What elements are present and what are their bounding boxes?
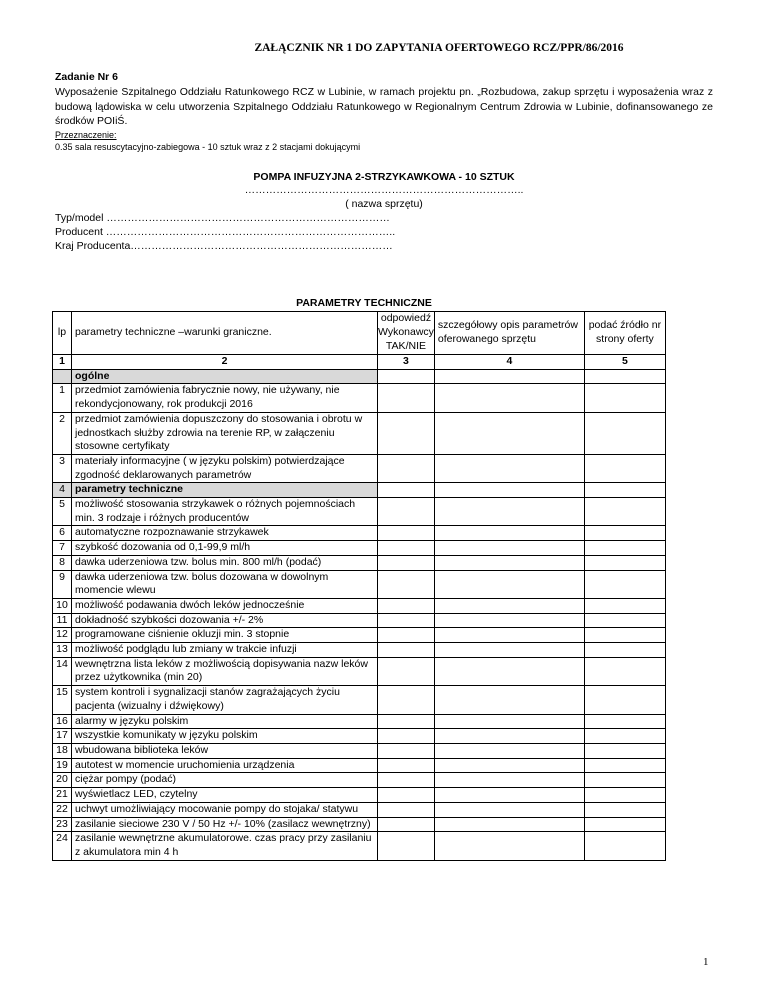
row-source-cell[interactable] — [584, 729, 665, 744]
row-source-cell[interactable] — [584, 643, 665, 658]
row-source-cell[interactable] — [584, 570, 665, 598]
row-source-cell[interactable] — [584, 412, 665, 454]
colnum-5: 5 — [584, 355, 665, 370]
row-parameter: możliwość podawania dwóch leków jednocześnie — [72, 598, 378, 613]
row-answer-cell[interactable] — [378, 628, 435, 643]
header-description: szczegółowy opis parametrów oferowanego sprzętu — [434, 312, 584, 355]
row-source-cell[interactable] — [584, 788, 665, 803]
row-answer-cell[interactable] — [378, 773, 435, 788]
row-lp: 24 — [53, 832, 72, 860]
row-parameter: przedmiot zamówienia dopuszczony do stosowania i obrotu w jednostkach służby zdrowia na terenie RP, w załączeniu stosowne certyfikaty — [72, 412, 378, 454]
row-parameter: szybkość dozowania od 0,1-99,9 ml/h — [72, 541, 378, 556]
row-parameter: alarmy w języku polskim — [72, 714, 378, 729]
row-answer-cell[interactable] — [378, 412, 435, 454]
row-lp: 9 — [53, 570, 72, 598]
row-answer-cell[interactable] — [378, 714, 435, 729]
table-row — [53, 714, 666, 729]
row-lp: 10 — [53, 598, 72, 613]
row-source-cell[interactable] — [584, 743, 665, 758]
row-parameter: zasilanie sieciowe 230 V / 50 Hz +/- 10% (zasilacz wewnętrzny) — [72, 817, 378, 832]
row-answer-cell[interactable] — [378, 384, 435, 412]
intro-paragraph: Wyposażenie Szpitalnego Oddziału Ratunkowego RCZ w Lubinie, w ramach projektu pn. „Rozbudowa, zakup sprzętu i wyposażenia wraz z budową lądowiska w celu utworzenia Szpitalnego Oddziału Ratunkowego w Regionalnym Centrum Zdrowia w Lubinie, dofinansowanego ze środków POIiŚ. — [55, 86, 713, 127]
row-source-cell[interactable] — [584, 526, 665, 541]
row-lp: 22 — [53, 802, 72, 817]
row-source-cell[interactable] — [584, 454, 665, 482]
table-row — [53, 454, 666, 482]
row-source-cell[interactable] — [584, 657, 665, 685]
row-parameter: autotest w momencie uruchomienia urządzenia — [72, 758, 378, 773]
row-description-cell[interactable] — [434, 526, 584, 541]
table-row — [53, 743, 666, 758]
row-description-cell[interactable] — [434, 788, 584, 803]
row-parameter: dawka uderzeniowa tzw. bolus dozowana w dowolnym momencie wlewu — [72, 570, 378, 598]
table-row — [53, 686, 666, 714]
params-title: PARAMETRY TECHNICZNE — [296, 297, 432, 309]
row-description-cell[interactable] — [434, 570, 584, 598]
row-lp: 2 — [53, 412, 72, 454]
row-answer-cell[interactable] — [378, 369, 435, 384]
row-source-cell[interactable] — [584, 628, 665, 643]
table-row — [53, 412, 666, 454]
row-lp: 13 — [53, 643, 72, 658]
row-parameter: wewnętrzna lista leków z możliwością dopisywania nazw leków przez użytkownika (min 20) — [72, 657, 378, 685]
table-row — [53, 788, 666, 803]
table-row — [53, 384, 666, 412]
row-parameter: automatyczne rozpoznawanie strzykawek — [72, 526, 378, 541]
row-answer-cell[interactable] — [378, 817, 435, 832]
row-answer-cell[interactable] — [378, 570, 435, 598]
row-answer-cell[interactable] — [378, 686, 435, 714]
row-source-cell[interactable] — [584, 773, 665, 788]
row-description-cell[interactable] — [434, 541, 584, 556]
table-row — [53, 369, 666, 384]
table-row — [53, 832, 666, 860]
row-description-cell[interactable] — [434, 598, 584, 613]
row-description-cell[interactable] — [434, 773, 584, 788]
colnum-2: 2 — [72, 355, 378, 370]
row-description-cell[interactable] — [434, 802, 584, 817]
row-parameter: przedmiot zamówienia fabrycznie nowy, nie używany, nie rekondycjonowany, rok produkcji 2016 — [72, 384, 378, 412]
header-answer: odpowiedź Wykonawcy TAK/NIE — [378, 312, 435, 355]
row-source-cell[interactable] — [584, 483, 665, 498]
row-answer-cell[interactable] — [378, 541, 435, 556]
row-lp: 12 — [53, 628, 72, 643]
page-number: 1 — [703, 956, 709, 968]
row-parameter: wszystkie komunikaty w języku polskim — [72, 729, 378, 744]
table-row — [53, 555, 666, 570]
row-description-cell[interactable] — [434, 743, 584, 758]
row-description-cell[interactable] — [434, 817, 584, 832]
table-row — [53, 758, 666, 773]
field-country: Kraj Producenta………………………………………………………………… — [55, 240, 393, 252]
table-row — [53, 729, 666, 744]
row-answer-cell[interactable] — [378, 643, 435, 658]
colnum-4: 4 — [434, 355, 584, 370]
table-row — [53, 526, 666, 541]
row-parameter: wyświetlacz LED, czytelny — [72, 788, 378, 803]
table-header-row — [53, 312, 666, 355]
row-description-cell[interactable] — [434, 714, 584, 729]
row-description-cell[interactable] — [434, 454, 584, 482]
row-source-cell[interactable] — [584, 555, 665, 570]
row-answer-cell[interactable] — [378, 743, 435, 758]
row-parameter: parametry techniczne — [72, 483, 378, 498]
table-row — [53, 628, 666, 643]
row-answer-cell[interactable] — [378, 802, 435, 817]
row-source-cell[interactable] — [584, 714, 665, 729]
row-source-cell[interactable] — [584, 686, 665, 714]
table-row — [53, 802, 666, 817]
colnum-3: 3 — [378, 355, 435, 370]
row-source-cell[interactable] — [584, 598, 665, 613]
field-type-model: Typ/model ……………………………………………………………………… — [55, 212, 390, 224]
device-title: POMPA INFUZYJNA 2-STRZYKAWKOWA - 10 SZTUK — [253, 171, 515, 183]
table-row — [53, 817, 666, 832]
row-lp: 5 — [53, 498, 72, 526]
row-source-cell[interactable] — [584, 832, 665, 860]
row-lp: 1 — [53, 384, 72, 412]
row-description-cell[interactable] — [434, 369, 584, 384]
table-row — [53, 570, 666, 598]
table-row — [53, 773, 666, 788]
table-row — [53, 643, 666, 658]
row-description-cell[interactable] — [434, 758, 584, 773]
table-row — [53, 498, 666, 526]
row-description-cell[interactable] — [434, 686, 584, 714]
row-answer-cell[interactable] — [378, 613, 435, 628]
row-parameter: możliwość podglądu lub zmiany w trakcie infuzji — [72, 643, 378, 658]
row-description-cell[interactable] — [434, 729, 584, 744]
row-parameter: system kontroli i sygnalizacji stanów zagrażających życiu pacjenta (wizualny i dźwiękowy) — [72, 686, 378, 714]
row-answer-cell[interactable] — [378, 526, 435, 541]
row-parameter: wbudowana biblioteka leków — [72, 743, 378, 758]
row-lp: 16 — [53, 714, 72, 729]
row-answer-cell[interactable] — [378, 729, 435, 744]
table-row — [53, 598, 666, 613]
row-answer-cell[interactable] — [378, 454, 435, 482]
row-source-cell[interactable] — [584, 369, 665, 384]
header-param: parametry techniczne –warunki graniczne. — [72, 312, 378, 355]
row-source-cell[interactable] — [584, 758, 665, 773]
row-answer-cell[interactable] — [378, 788, 435, 803]
row-description-cell[interactable] — [434, 628, 584, 643]
row-lp: 7 — [53, 541, 72, 556]
device-name-caption: ( nazwa sprzętu) — [345, 198, 423, 210]
row-lp: 3 — [53, 454, 72, 482]
row-lp: 14 — [53, 657, 72, 685]
row-lp: 19 — [53, 758, 72, 773]
row-description-cell[interactable] — [434, 384, 584, 412]
row-lp: 4 — [53, 483, 72, 498]
row-lp: 6 — [53, 526, 72, 541]
row-answer-cell[interactable] — [378, 483, 435, 498]
row-parameter: zasilanie wewnętrzne akumulatorowe. czas pracy przy zasilaniu z akumulatora min 4 h — [72, 832, 378, 860]
row-lp: 11 — [53, 613, 72, 628]
table-row — [53, 483, 666, 498]
row-lp: 21 — [53, 788, 72, 803]
params-table — [52, 311, 666, 861]
purpose-label: Przeznaczenie: — [55, 130, 117, 140]
row-source-cell[interactable] — [584, 802, 665, 817]
row-parameter: dawka uderzeniowa tzw. bolus min. 800 ml/h (podać) — [72, 555, 378, 570]
table-row — [53, 613, 666, 628]
row-description-cell[interactable] — [434, 555, 584, 570]
row-source-cell[interactable] — [584, 613, 665, 628]
row-answer-cell[interactable] — [378, 598, 435, 613]
row-description-cell[interactable] — [434, 498, 584, 526]
row-parameter: ogólne — [72, 369, 378, 384]
row-lp: 18 — [53, 743, 72, 758]
row-parameter: dokładność szybkości dozowania +/- 2% — [72, 613, 378, 628]
row-source-cell[interactable] — [584, 541, 665, 556]
row-description-cell[interactable] — [434, 643, 584, 658]
row-description-cell[interactable] — [434, 613, 584, 628]
row-parameter: programowane ciśnienie okluzji min. 3 stopnie — [72, 628, 378, 643]
row-parameter: ciężar pompy (podać) — [72, 773, 378, 788]
row-source-cell[interactable] — [584, 498, 665, 526]
row-lp: 17 — [53, 729, 72, 744]
row-parameter: uchwyt umożliwiający mocowanie pompy do stojaka/ statywu — [72, 802, 378, 817]
device-name-line: …………………………………………………………………….. — [244, 184, 524, 196]
row-answer-cell[interactable] — [378, 657, 435, 685]
row-source-cell[interactable] — [584, 384, 665, 412]
row-answer-cell[interactable] — [378, 498, 435, 526]
row-parameter: materiały informacyjne ( w języku polskim) potwierdzające zgodność deklarowanych parametrów — [72, 454, 378, 482]
row-description-cell[interactable] — [434, 483, 584, 498]
row-answer-cell[interactable] — [378, 758, 435, 773]
row-answer-cell[interactable] — [378, 832, 435, 860]
row-lp — [53, 369, 72, 384]
column-number-row — [53, 355, 666, 370]
table-row — [53, 541, 666, 556]
field-producer: Producent ……………………………………………………………………….. — [55, 226, 396, 238]
row-description-cell[interactable] — [434, 412, 584, 454]
row-description-cell[interactable] — [434, 832, 584, 860]
row-lp: 20 — [53, 773, 72, 788]
row-description-cell[interactable] — [434, 657, 584, 685]
header-source: podać źródło nr strony oferty — [584, 312, 665, 355]
purpose-text: 0.35 sala resuscytacyjno-zabiegowa - 10 sztuk wraz z 2 stacjami dokującymi — [55, 142, 361, 152]
row-lp: 8 — [53, 555, 72, 570]
row-lp: 15 — [53, 686, 72, 714]
task-number: Zadanie Nr 6 — [55, 71, 119, 83]
row-parameter: możliwość stosowania strzykawek o różnych pojemnościach min. 3 rodzaje i różnych producentów — [72, 498, 378, 526]
document-title: ZAŁĄCZNIK NR 1 DO ZAPYTANIA OFERTOWEGO RCZ/PPR/86/2016 — [254, 42, 624, 54]
colnum-1: 1 — [53, 355, 72, 370]
row-source-cell[interactable] — [584, 817, 665, 832]
table-row — [53, 657, 666, 685]
header-lp: lp — [53, 312, 72, 355]
row-lp: 23 — [53, 817, 72, 832]
row-answer-cell[interactable] — [378, 555, 435, 570]
